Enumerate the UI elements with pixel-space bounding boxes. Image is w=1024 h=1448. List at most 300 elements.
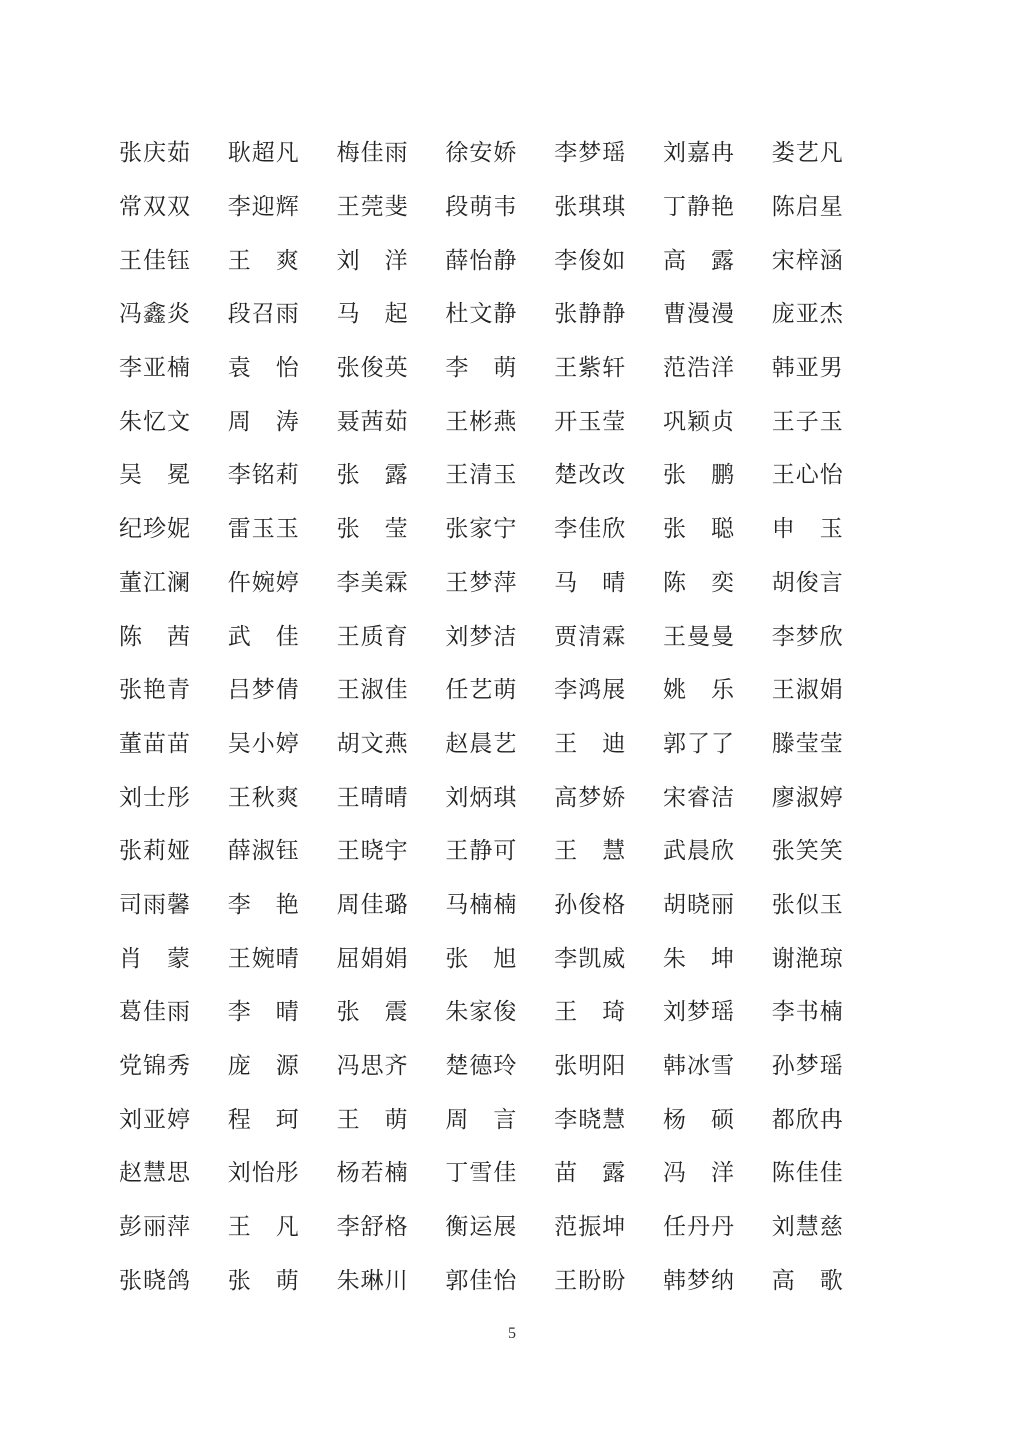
name-entry xyxy=(445,446,554,500)
name-text: 王 凡 xyxy=(227,1214,300,1241)
name-entry xyxy=(337,661,446,715)
name-entry xyxy=(663,231,772,285)
name-text: 陈 奕 xyxy=(662,569,735,596)
name-text: 李 晓 慧 xyxy=(554,1106,627,1133)
name-text: 张 聪 xyxy=(662,516,735,543)
name-entry xyxy=(228,768,337,822)
name-text: 王 淑 娟 xyxy=(771,677,844,704)
name-entry xyxy=(663,1251,772,1305)
name-text: 张 静 静 xyxy=(554,301,627,328)
name-entry xyxy=(554,822,663,876)
name-entry xyxy=(337,822,446,876)
name-text: 都 欣 冉 xyxy=(771,1106,844,1133)
name-entry xyxy=(228,1251,337,1305)
name-text: 张 震 xyxy=(336,999,409,1026)
name-text: 冯 洋 xyxy=(662,1160,735,1187)
name-entry xyxy=(554,285,663,339)
name-text: 董 江 澜 xyxy=(119,569,191,596)
name-text: 陈 佳 佳 xyxy=(771,1160,844,1187)
name-text: 李 铭 莉 xyxy=(227,462,300,489)
name-entry xyxy=(554,1037,663,1091)
name-text: 楚 德 玲 xyxy=(445,1053,518,1080)
name-text: 杨 若 楠 xyxy=(336,1160,409,1187)
name-entry xyxy=(772,1144,881,1198)
name-text: 薛 怡 静 xyxy=(445,247,518,274)
name-text: 张 明 阳 xyxy=(554,1053,627,1080)
name-text: 丁 静 艳 xyxy=(662,194,735,221)
name-entry xyxy=(554,500,663,554)
name-text: 胡 晓 丽 xyxy=(662,891,735,918)
name-text: 王 质 育 xyxy=(336,623,409,650)
name-text: 庞 源 xyxy=(227,1053,300,1080)
name-text: 申 玉 xyxy=(771,516,844,543)
name-text: 段 召 雨 xyxy=(227,301,300,328)
name-entry xyxy=(554,1251,663,1305)
name-entry xyxy=(228,1037,337,1091)
name-text: 王 慧 xyxy=(554,838,627,865)
name-text: 张 晓 鸽 xyxy=(119,1267,191,1294)
name-text: 曹 漫 漫 xyxy=(662,301,735,328)
name-entry xyxy=(772,607,881,661)
name-list xyxy=(119,124,899,1305)
name-text: 常 双 双 xyxy=(119,194,191,221)
name-text: 武 佳 xyxy=(227,623,300,650)
name-text: 韩 亚 男 xyxy=(771,355,844,382)
name-entry xyxy=(337,1037,446,1091)
name-text: 孙 梦 瑶 xyxy=(771,1053,844,1080)
name-text: 王 清 玉 xyxy=(445,462,518,489)
name-text: 楚 改 改 xyxy=(554,462,627,489)
name-text: 张 露 xyxy=(336,462,409,489)
name-entry xyxy=(228,607,337,661)
name-text: 朱 琳 川 xyxy=(336,1267,409,1294)
name-text: 王 秋 爽 xyxy=(227,784,300,811)
name-entry xyxy=(445,929,554,983)
name-entry xyxy=(772,661,881,715)
name-text: 王 晓 宇 xyxy=(336,838,409,865)
name-text: 党 锦 秀 xyxy=(119,1053,191,1080)
name-text: 王 爽 xyxy=(227,247,300,274)
name-text: 雷 玉 玉 xyxy=(227,516,300,543)
name-entry xyxy=(663,822,772,876)
name-entry xyxy=(772,178,881,232)
name-entry xyxy=(663,929,772,983)
name-entry xyxy=(663,392,772,446)
name-entry xyxy=(663,876,772,930)
name-entry xyxy=(663,285,772,339)
name-entry xyxy=(337,392,446,446)
name-text: 李 艳 xyxy=(227,891,300,918)
name-text: 任 丹 丹 xyxy=(662,1214,735,1241)
name-entry xyxy=(554,554,663,608)
name-text: 赵 晨 艺 xyxy=(445,730,518,757)
name-entry xyxy=(445,983,554,1037)
name-entry xyxy=(228,178,337,232)
name-entry xyxy=(663,124,772,178)
name-text: 郭 佳 怡 xyxy=(445,1267,518,1294)
name-entry xyxy=(337,983,446,1037)
name-text: 杨 硕 xyxy=(662,1106,735,1133)
name-entry xyxy=(772,983,881,1037)
name-entry xyxy=(119,768,228,822)
name-entry xyxy=(445,339,554,393)
name-entry xyxy=(445,876,554,930)
name-entry xyxy=(663,1037,772,1091)
name-entry xyxy=(772,231,881,285)
name-text: 张 家 宁 xyxy=(445,516,518,543)
name-text: 冯 鑫 炎 xyxy=(119,301,191,328)
name-text: 仵 婉 婷 xyxy=(227,569,300,596)
name-entry xyxy=(554,124,663,178)
name-text: 丁 雪 佳 xyxy=(445,1160,518,1187)
name-text: 张 旭 xyxy=(445,945,518,972)
name-text: 孙 俊 格 xyxy=(554,891,627,918)
name-text: 吕 梦 倩 xyxy=(227,677,300,704)
name-entry xyxy=(663,661,772,715)
name-entry xyxy=(445,1144,554,1198)
name-text: 周 言 xyxy=(445,1106,518,1133)
name-text: 赵 慧 思 xyxy=(119,1160,191,1187)
name-text: 杜 文 静 xyxy=(445,301,518,328)
name-entry xyxy=(228,1090,337,1144)
name-text: 聂 茜 茹 xyxy=(336,408,409,435)
name-text: 王 静 可 xyxy=(445,838,518,865)
name-entry xyxy=(772,1251,881,1305)
name-text: 张 琪 琪 xyxy=(554,194,627,221)
name-entry xyxy=(119,929,228,983)
name-entry xyxy=(337,231,446,285)
name-entry xyxy=(554,231,663,285)
name-entry xyxy=(119,1144,228,1198)
name-text: 刘 亚 婷 xyxy=(119,1106,191,1133)
name-text: 马 起 xyxy=(336,301,409,328)
name-entry xyxy=(119,1037,228,1091)
name-entry xyxy=(445,285,554,339)
name-entry xyxy=(554,446,663,500)
name-entry xyxy=(554,983,663,1037)
name-text: 张 庆 茹 xyxy=(119,140,191,167)
name-entry xyxy=(119,392,228,446)
name-text: 张 莹 xyxy=(336,516,409,543)
name-text: 段 萌 韦 xyxy=(445,194,518,221)
name-text: 张 莉 娅 xyxy=(119,838,191,865)
name-text: 宋 睿 洁 xyxy=(662,784,735,811)
name-text: 开 玉 莹 xyxy=(554,408,627,435)
name-entry xyxy=(772,768,881,822)
name-text: 李 鸿 展 xyxy=(554,677,627,704)
name-entry xyxy=(554,876,663,930)
name-entry xyxy=(445,715,554,769)
name-text: 程 珂 xyxy=(227,1106,300,1133)
name-text: 王 紫 轩 xyxy=(554,355,627,382)
name-entry xyxy=(554,715,663,769)
name-text: 李 俊 如 xyxy=(554,247,627,274)
name-text: 吴 冕 xyxy=(119,462,191,489)
name-entry xyxy=(119,661,228,715)
name-text: 王 曼 曼 xyxy=(662,623,735,650)
name-text: 李 晴 xyxy=(227,999,300,1026)
name-entry xyxy=(119,983,228,1037)
name-entry xyxy=(445,1037,554,1091)
name-entry xyxy=(663,768,772,822)
name-text: 刘 炳 琪 xyxy=(445,784,518,811)
name-text: 薛 淑 钰 xyxy=(227,838,300,865)
name-text: 宋 梓 涵 xyxy=(771,247,844,274)
name-text: 王 婉 晴 xyxy=(227,945,300,972)
name-text: 滕 莹 莹 xyxy=(771,730,844,757)
name-entry xyxy=(337,285,446,339)
name-text: 王 琦 xyxy=(554,999,627,1026)
name-entry xyxy=(663,715,772,769)
name-text: 周 佳 璐 xyxy=(336,891,409,918)
name-entry xyxy=(663,178,772,232)
name-text: 韩 梦 纳 xyxy=(662,1267,735,1294)
name-entry xyxy=(445,231,554,285)
name-entry xyxy=(554,1090,663,1144)
name-text: 董 苗 苗 xyxy=(119,730,191,757)
name-text: 高 歌 xyxy=(771,1267,844,1294)
name-entry xyxy=(337,1251,446,1305)
name-text: 张 艳 青 xyxy=(119,677,191,704)
name-text: 张 鹏 xyxy=(662,462,735,489)
name-entry xyxy=(772,1090,881,1144)
name-entry xyxy=(337,715,446,769)
name-entry xyxy=(663,983,772,1037)
name-entry xyxy=(119,231,228,285)
name-entry xyxy=(663,339,772,393)
name-entry xyxy=(663,1198,772,1252)
name-text: 王 梦 萍 xyxy=(445,569,518,596)
name-text: 刘 梦 瑶 xyxy=(662,999,735,1026)
name-text: 张 萌 xyxy=(227,1267,300,1294)
name-entry xyxy=(337,1144,446,1198)
name-entry xyxy=(119,285,228,339)
name-entry xyxy=(445,392,554,446)
name-entry xyxy=(337,1198,446,1252)
name-text: 李 书 楠 xyxy=(771,999,844,1026)
name-text: 张 笑 笑 xyxy=(771,838,844,865)
name-entry xyxy=(228,661,337,715)
name-text: 李 迎 辉 xyxy=(227,194,300,221)
name-entry xyxy=(554,178,663,232)
name-entry xyxy=(119,607,228,661)
name-text: 高 梦 娇 xyxy=(554,784,627,811)
name-text: 袁 怡 xyxy=(227,355,300,382)
name-entry xyxy=(772,1037,881,1091)
name-entry xyxy=(663,500,772,554)
name-text: 刘 慧 慈 xyxy=(771,1214,844,1241)
name-text: 刘 洋 xyxy=(336,247,409,274)
name-entry xyxy=(772,876,881,930)
name-entry xyxy=(772,1198,881,1252)
name-entry xyxy=(337,178,446,232)
name-text: 衡 运 展 xyxy=(445,1214,518,1241)
name-entry xyxy=(772,822,881,876)
name-entry xyxy=(228,124,337,178)
name-text: 胡 文 燕 xyxy=(336,730,409,757)
name-text: 李 佳 欣 xyxy=(554,516,627,543)
name-text: 朱 坤 xyxy=(662,945,735,972)
name-entry xyxy=(337,339,446,393)
name-entry xyxy=(228,1144,337,1198)
name-text: 王 晴 晴 xyxy=(336,784,409,811)
name-text: 刘 士 彤 xyxy=(119,784,191,811)
name-entry xyxy=(663,1144,772,1198)
name-text: 李 凯 威 xyxy=(554,945,627,972)
name-text: 王 莞 斐 xyxy=(336,194,409,221)
name-text: 王 淑 佳 xyxy=(336,677,409,704)
name-text: 廖 淑 婷 xyxy=(771,784,844,811)
name-entry xyxy=(772,392,881,446)
name-entry xyxy=(337,1090,446,1144)
name-text: 刘 嘉 冉 xyxy=(662,140,735,167)
name-text: 张 似 玉 xyxy=(771,891,844,918)
name-text: 武 晨 欣 xyxy=(662,838,735,865)
name-entry xyxy=(119,554,228,608)
name-entry xyxy=(337,768,446,822)
name-text: 张 俊 英 xyxy=(336,355,409,382)
name-entry xyxy=(554,1198,663,1252)
name-entry xyxy=(119,124,228,178)
name-text: 李 亚 楠 xyxy=(119,355,191,382)
name-text: 耿 超 凡 xyxy=(227,140,300,167)
name-entry xyxy=(772,554,881,608)
name-entry xyxy=(337,876,446,930)
name-entry xyxy=(228,1198,337,1252)
page-number: 5 xyxy=(508,1325,516,1342)
name-entry xyxy=(663,1090,772,1144)
name-entry xyxy=(228,822,337,876)
name-text: 苗 露 xyxy=(554,1160,627,1187)
name-entry xyxy=(663,554,772,608)
name-text: 巩 颖 贞 xyxy=(662,408,735,435)
name-entry xyxy=(228,983,337,1037)
name-entry xyxy=(119,339,228,393)
name-entry xyxy=(772,929,881,983)
name-text: 葛 佳 雨 xyxy=(119,999,191,1026)
name-entry xyxy=(119,876,228,930)
name-entry xyxy=(554,607,663,661)
name-entry xyxy=(554,339,663,393)
name-entry xyxy=(772,124,881,178)
name-text: 朱 家 俊 xyxy=(445,999,518,1026)
name-text: 司 雨 馨 xyxy=(119,891,191,918)
name-entry xyxy=(772,715,881,769)
name-entry xyxy=(445,1090,554,1144)
name-entry xyxy=(119,715,228,769)
name-text: 郭 了 了 xyxy=(662,730,735,757)
name-entry xyxy=(663,446,772,500)
name-entry xyxy=(445,1251,554,1305)
name-text: 梅 佳 雨 xyxy=(336,140,409,167)
name-text: 王 彬 燕 xyxy=(445,408,518,435)
name-entry xyxy=(772,446,881,500)
name-entry xyxy=(445,500,554,554)
name-text: 冯 思 齐 xyxy=(336,1053,409,1080)
name-text: 李 梦 欣 xyxy=(771,623,844,650)
name-entry xyxy=(228,876,337,930)
name-text: 任 艺 萌 xyxy=(445,677,518,704)
name-entry xyxy=(337,607,446,661)
name-text: 范 浩 洋 xyxy=(662,355,735,382)
name-entry xyxy=(228,339,337,393)
name-text: 胡 俊 言 xyxy=(771,569,844,596)
name-text: 刘 怡 彤 xyxy=(227,1160,300,1187)
name-entry xyxy=(119,1251,228,1305)
name-entry xyxy=(772,500,881,554)
name-text: 韩 冰 雪 xyxy=(662,1053,735,1080)
name-text: 李 梦 瑶 xyxy=(554,140,627,167)
name-text: 姚 乐 xyxy=(662,677,735,704)
name-text: 马 楠 楠 xyxy=(445,891,518,918)
name-text: 徐 安 娇 xyxy=(445,140,518,167)
name-text: 陈 启 星 xyxy=(771,194,844,221)
name-text: 王 佳 钰 xyxy=(119,247,191,274)
name-entry xyxy=(337,446,446,500)
name-entry xyxy=(228,446,337,500)
name-entry xyxy=(337,500,446,554)
name-text: 刘 梦 洁 xyxy=(445,623,518,650)
name-text: 陈 茜 xyxy=(119,623,191,650)
name-entry xyxy=(228,231,337,285)
name-text: 范 振 坤 xyxy=(554,1214,627,1241)
name-text: 李 舒 格 xyxy=(336,1214,409,1241)
name-entry xyxy=(119,500,228,554)
name-entry xyxy=(445,554,554,608)
name-text: 高 露 xyxy=(662,247,735,274)
name-entry xyxy=(772,285,881,339)
name-entry xyxy=(228,500,337,554)
name-entry xyxy=(119,1198,228,1252)
name-text: 贾 清 霖 xyxy=(554,623,627,650)
name-entry xyxy=(445,822,554,876)
name-entry xyxy=(119,822,228,876)
name-text: 肖 蒙 xyxy=(119,945,191,972)
name-entry xyxy=(119,446,228,500)
name-entry xyxy=(445,1198,554,1252)
name-entry xyxy=(772,339,881,393)
name-entry xyxy=(554,661,663,715)
name-entry xyxy=(119,178,228,232)
name-entry xyxy=(445,768,554,822)
name-text: 王 盼 盼 xyxy=(554,1267,627,1294)
name-entry xyxy=(228,285,337,339)
name-text: 纪 珍 妮 xyxy=(119,516,191,543)
name-text: 李 美 霖 xyxy=(336,569,409,596)
name-entry xyxy=(445,178,554,232)
name-entry xyxy=(554,768,663,822)
name-entry xyxy=(554,929,663,983)
name-text: 王 迪 xyxy=(554,730,627,757)
name-text: 吴 小 婷 xyxy=(227,730,300,757)
name-entry xyxy=(445,124,554,178)
name-entry xyxy=(554,1144,663,1198)
name-text: 屈 娟 娟 xyxy=(336,945,409,972)
name-entry xyxy=(445,661,554,715)
name-text: 周 涛 xyxy=(227,408,300,435)
name-entry xyxy=(228,929,337,983)
name-entry xyxy=(445,607,554,661)
name-text: 王 萌 xyxy=(336,1106,409,1133)
name-entry xyxy=(337,929,446,983)
name-text: 朱 忆 文 xyxy=(119,408,191,435)
name-text: 王 心 怡 xyxy=(771,462,844,489)
name-entry xyxy=(228,392,337,446)
name-entry xyxy=(337,124,446,178)
name-text: 李 萌 xyxy=(445,355,518,382)
name-entry xyxy=(228,715,337,769)
name-text: 彭 丽 萍 xyxy=(119,1214,191,1241)
